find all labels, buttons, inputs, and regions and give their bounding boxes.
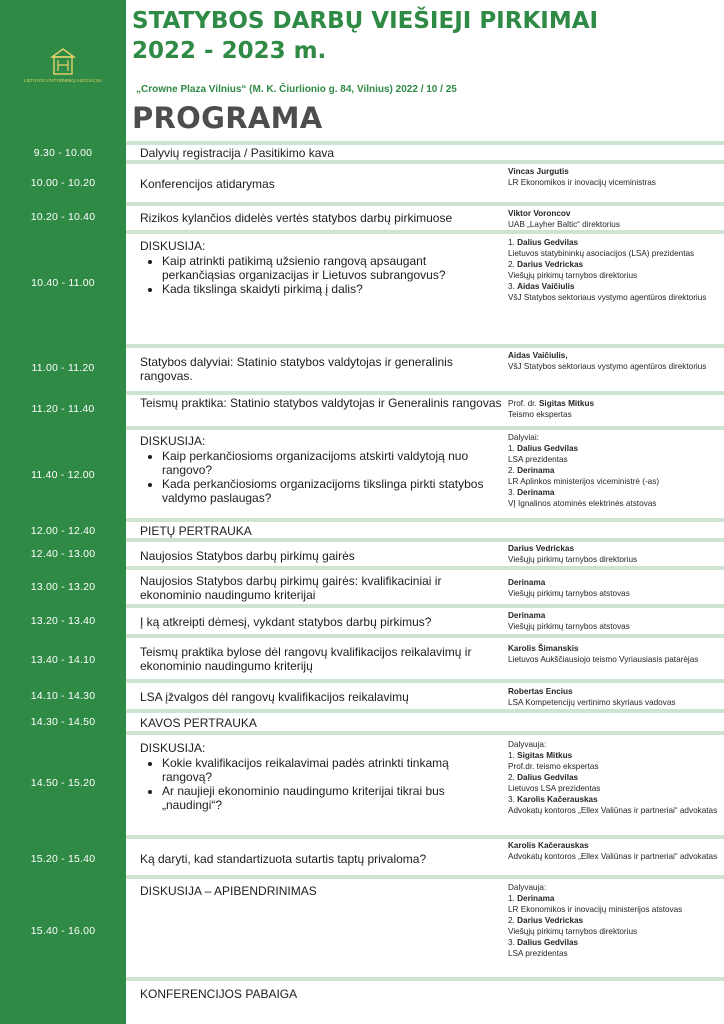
divider [126,604,724,608]
speaker-number: 2. [508,260,518,269]
speaker-number: 3. [508,938,518,947]
time-slot: 10.00 - 10.20 [30,177,96,189]
speaker-block [508,577,718,599]
speaker-name: Sigitas Mitkus [517,751,573,760]
speaker-number: 3. [508,795,518,804]
discussion-block [140,741,502,812]
discussion-heading: DISKUSIJA: [140,434,206,448]
discussion-heading: DISKUSIJA: [140,741,206,755]
speaker-name: Viktor Voroncov [508,209,571,218]
divider [126,391,724,395]
speaker-name: Darius Vedrickas [517,916,584,925]
time-slot: 14.10 - 14.30 [30,690,96,702]
session-topic: Konferencijos atidarymas [140,177,275,191]
time-slot: 14.50 - 15.20 [30,777,96,789]
divider [126,679,724,683]
time-slot: 13.20 - 13.40 [30,615,96,627]
discussion-heading: DISKUSIJA: [140,239,206,253]
speaker-block [508,610,718,632]
logo-house-icon [18,46,108,86]
speaker-prefix: Prof. dr. [508,399,539,408]
speaker-name: Dalius Gedvilas [517,773,579,782]
speaker-role: Viešųjų pirkimų tarnybos direktorius [508,927,638,936]
speaker-name: Darius Vedrickas [508,544,574,553]
speaker-name: Aidas Vaičiulis, [508,351,568,360]
session-topic: Teismų praktika bylose dėl rangovų kvalifikacijos reikalavimų ir ekonominio naudingumo kriterijų [140,645,472,673]
time-slot: 13.40 - 14.10 [30,654,96,666]
time-slot: 11.20 - 11.40 [31,403,95,415]
time-slot: 10.20 - 10.40 [30,211,96,223]
speaker-block [508,643,718,665]
discussion-block [140,239,502,296]
speaker-name: Karolis Kačerauskas [508,841,589,850]
time-slot: 13.00 - 13.20 [30,581,96,593]
logo-text: LIETUVOS STATYBININKŲ ASOCIACIJA [24,78,102,83]
speaker-number: 3. [508,282,518,291]
discussion-question: • Ar naujieji ekonominio naudingumo kriterijai tikrai bus „naudingi“? [162,784,502,812]
speaker-block [508,350,718,372]
speaker-name: Sigitas Mitkus [538,399,595,408]
speaker-block [508,166,718,188]
session-topic: Statybos dalyviai: Statinio statybos valdytojas ir generalinis rangovas. [140,355,453,383]
speaker-name: Dalius Gedvilas [517,238,579,247]
discussion-questions [162,254,502,296]
divider [126,230,724,234]
speaker-name: Darius Vedrickas [517,260,584,269]
title-line-2: 2022 - 2023 m. [132,38,327,64]
speaker-role: LR Ekonomikos ir inovacijų viceministras [508,178,656,187]
speaker-role: Advokatų kontoros „Ellex Valiūnas ir partneriai“ advokatas [508,806,718,815]
divider [126,566,724,570]
speaker-label: Dalyvauja: [508,883,547,892]
session-topic: Rizikos kylančios didelės vertės statybos darbų pirkimuose [140,211,453,225]
time-slot: 11.40 - 12.00 [31,469,95,481]
closing-topic: KONFERENCIJOS PABAIGA [140,987,298,1001]
speaker-name: Derinama [517,466,555,475]
time-slot: 15.40 - 16.00 [30,925,96,937]
speaker-name: Aidas Vaičiulis [517,282,575,291]
speaker-role: LSA Kompetencijų vertinimo skyriaus vadovas [508,698,676,707]
speaker-block [508,739,718,816]
speaker-role: Viešųjų pirkimų tarnybos atstovas [508,589,630,598]
discussion-question: • Kaip perkančiosioms organizacijoms atskirti valdytoją nuo rangovo? [162,449,502,477]
time-slot: 10.40 - 11.00 [31,277,95,289]
speaker-role: Viešųjų pirkimų tarnybos atstovas [508,622,630,631]
divider [126,634,724,638]
speaker-role: Advokatų kontoros „Ellex Valiūnas ir partneriai“ advokatas [508,852,718,861]
speaker-block [508,543,718,565]
speaker-role: Lietuvos Aukščiausiojo teismo Vyriausiasis patarėjas [508,655,699,664]
session-topic: LSA įžvalgos dėl rangovų kvalifikacijos reikalavimų [140,690,409,704]
session-topic: PIETŲ PERTRAUKA [140,524,252,538]
speaker-name: Dalius Gedvilas [517,938,579,947]
speaker-block [508,882,718,959]
time-slot: 15.20 - 15.40 [30,853,96,865]
time-slot: 12.00 - 12.40 [30,525,96,537]
divider [126,160,724,164]
session-topic: Ką daryti, kad standartizuota sutartis taptų privaloma? [140,852,427,866]
speaker-block [508,840,718,862]
title-line-1: STATYBOS DARBŲ VIEŠIEJI PIRKIMAI [132,8,599,34]
session-topic: Teismų praktika: Statinio statybos valdytojas ir Generalinis rangovas [140,396,502,410]
speaker-name: Dalius Gedvilas [517,444,579,453]
divider [126,141,724,145]
speaker-name: Derinama [517,894,555,903]
discussion-question: • Kada perkančiosioms organizacijoms tikslinga pirkti statybos valdymo paslaugas? [162,477,502,505]
discussion-questions [162,756,502,812]
speaker-role: Lietuvos LSA prezidentas [508,784,601,793]
speaker-role: Teismo ekspertas [508,410,572,419]
divider [126,202,724,206]
divider [126,709,724,713]
speaker-name: Vincas Jurgutis [508,167,569,176]
speaker-name: Derinama [508,578,546,587]
session-topic: Naujosios Statybos darbų pirkimų gairės [140,549,355,563]
speaker-role: Lietuvos statybininkų asociacijos (LSA) prezidentas [508,249,695,258]
speaker-number: 2. [508,773,518,782]
time-slot: 12.40 - 13.00 [30,548,96,560]
session-topic: Dalyvių registracija / Pasitikimo kava [140,146,335,160]
time-slot: 9.30 - 10.00 [33,147,93,159]
speaker-block [508,686,718,708]
speaker-role: LR Aplinkos ministerijos viceministrė (-as) [508,477,660,486]
logo [18,46,108,86]
speaker-number: 1. [508,751,518,760]
speaker-block [508,237,718,303]
speaker-role: LSA prezidentas [508,949,568,958]
page-title [132,6,712,66]
speaker-number: 1. [508,238,518,247]
speaker-name: Derinama [508,611,546,620]
speaker-number: 2. [508,466,518,475]
speaker-block [508,398,718,420]
time-slot: 11.00 - 11.20 [31,362,95,374]
speaker-role: Viešųjų pirkimų tarnybos direktorius [508,555,638,564]
discussion-question: • Kada tikslinga skaidyti pirkimą į dalis? [162,282,502,296]
session-topic: KAVOS PERTRAUKA [140,716,257,730]
speaker-block [508,208,718,230]
session-topic: Į ką atkreipti dėmesį, vykdant statybos darbų pirkimus? [140,615,432,629]
time-slot: 14.30 - 14.50 [30,716,96,728]
divider [126,731,724,735]
speaker-number: 1. [508,894,518,903]
speaker-number: 1. [508,444,518,453]
discussion-question: • Kaip atrinkti patikimą užsienio rangovą apsaugant perkančiąsias organizacijas ir Lietuvos subrangovus? [162,254,502,282]
divider [126,538,724,542]
speaker-number: 3. [508,488,518,497]
speaker-role: VšJ Statybos sektoriaus vystymo agentūros direktorius [508,293,707,302]
speaker-role: VšJ Statybos sektoriaus vystymo agentūros direktorius [508,362,707,371]
programa-heading: PROGRAMA [132,101,323,135]
sidebar [0,0,126,1024]
speaker-role: LSA prezidentas [508,455,568,464]
speaker-name: Robertas Encius [508,687,573,696]
session-topic: Naujosios Statybos darbų pirkimų gairės: kvalifikaciniai ir ekonominio naudingumo kriterijai [140,574,442,602]
divider [126,835,724,839]
divider [126,875,724,879]
speaker-name: Karolis Kačerauskas [517,795,598,804]
discussion-question: • Kokie kvalifikacijos reikalavimai padės atrinkti tinkamą rangovą? [162,756,502,784]
speaker-role: Viešųjų pirkimų tarnybos direktorius [508,271,638,280]
discussion-block [140,434,502,505]
speaker-name: Karolis Šimanskis [508,644,579,653]
venue-line: „Crowne Plaza Vilnius“ (M. K. Čiurlionio g. 84, Vilnius) 2022 / 10 / 25 [136,84,457,95]
divider [126,426,724,430]
speaker-role: LR Ekonomikos ir inovacijų ministerijos atstovas [508,905,683,914]
speaker-name: Derinama [517,488,555,497]
speaker-block [508,432,718,509]
discussion-heading: DISKUSIJA – APIBENDRINIMAS [140,884,317,898]
speaker-role: VĮ Ignalinos atominės elektrinės atstovas [508,499,657,508]
speaker-label: Dalyvauja: [508,740,547,749]
divider [126,518,724,522]
divider [126,344,724,348]
divider [126,977,724,981]
speaker-role: Prof.dr. teismo ekspertas [508,762,599,771]
speaker-label: Dalyviai: [508,433,539,442]
discussion-questions [162,449,502,505]
speaker-role: UAB „Layher Baltic“ direktorius [508,220,620,229]
speaker-number: 2. [508,916,518,925]
